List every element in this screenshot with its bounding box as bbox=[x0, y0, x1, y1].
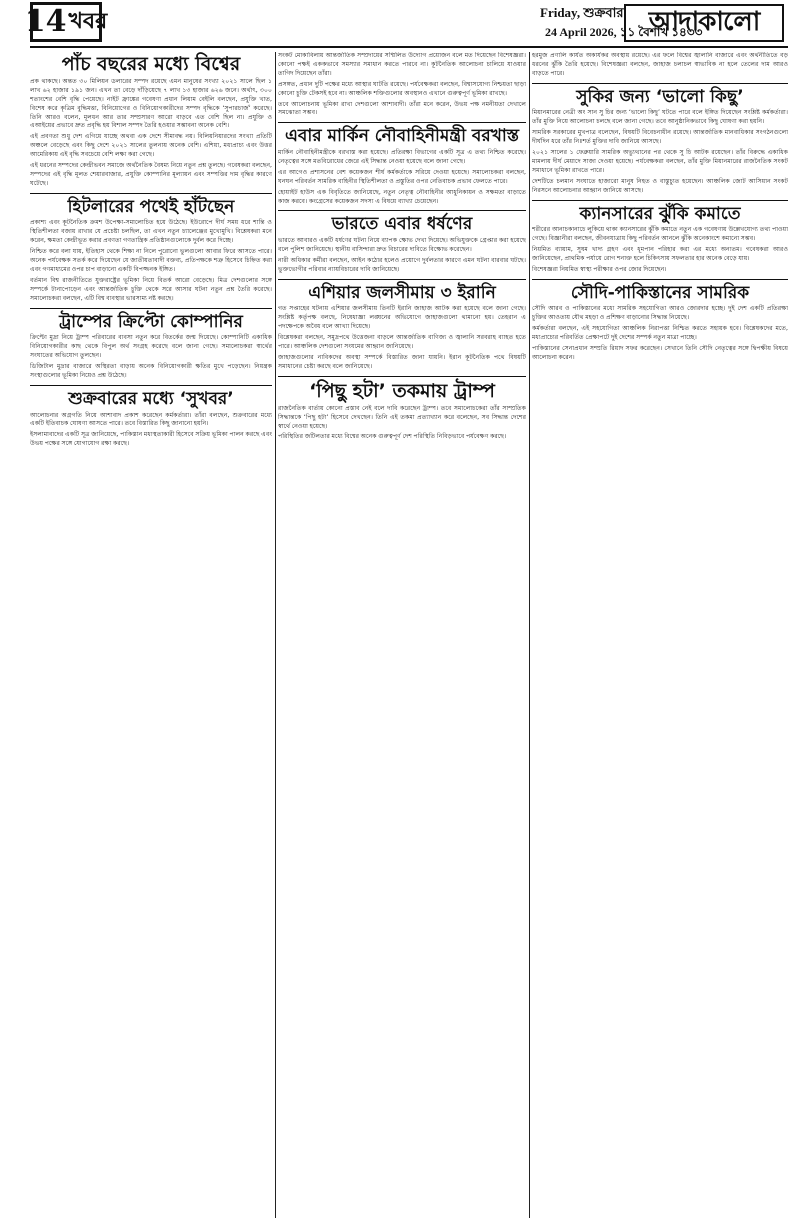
story-paragraph: হরমুজ প্রণালি কার্যত অকার্যকর অবস্থায় রয়েছে। এর ফলে বিশ্বের জ্বালানি বাজারে এবং অর্থনীতিতে বড় ধরনের ঝুঁকি তৈরি হয়েছে। বিশেষজ্ঞরা বলছেন, জাহাজ চলাচল স্বাভাবিক না হলে তেলের দাম আরও বাড়তে পারে। bbox=[532, 52, 788, 77]
story-paragraph: এর আগেও প্রশাসনের বেশ কয়েকজন শীর্ষ কর্মকর্তাকে সরিয়ে দেওয়া হয়েছে। সমালোচকরা বলছেন, ঘনঘন পরিবর্তন সামরিক বাহিনীর স্থিতিশীলতা ও প্রস্তুতির ওপর নেতিবাচক প্রভাব ফেলতে পারে। bbox=[278, 168, 526, 185]
story-paragraph: নারী অধিকার কর্মীরা বলছেন, আইন কঠোর হলেও প্রয়োগে দুর্বলতার কারণে এমন ঘটনা বারবার ঘটছে। ভুক্তভোগীর পরিবার ন্যায়বিচারের দাবি জানিয়েছে। bbox=[278, 256, 526, 273]
news-story bbox=[532, 200, 788, 275]
story-paragraph: ক্রিপ্টো মুদ্রা নিয়ে ট্রাম্প পরিবারের ব্যবসা নতুন করে বিতর্কের জন্ম দিয়েছে। কোম্পানিটি একাধিক বিনিয়োগকারীর কাছ থেকে বিপুল অর্থ সংগ্রহ করেছে বলে জানা গেছে। সমালোচকরা স্বার্থের সংঘাতের অভিযোগ তুলছেন। bbox=[30, 334, 272, 360]
story-paragraph: নিয়মিত ব্যায়াম, সুষম খাদ্য গ্রহণ এবং ধূমপান পরিহার করা এর মধ্যে অন্যতম। গবেষকরা আরও জানিয়েছেন, প্রাথমিক পর্যায়ে রোগ শনাক্ত হলে চিকিৎসায় সফলতার হার অনেক বেড়ে যায়। bbox=[532, 246, 788, 262]
story-paragraph: ২০২১ সালের ১ ফেব্রুয়ারি সামরিক অভ্যুত্থানের পর থেকে সু চি আটক রয়েছেন। তাঁর বিরুদ্ধে একাধিক মামলায় দীর্ঘ মেয়াদে সাজা দেওয়া হয়েছে। পর্যবেক্ষকরা বলছেন, তাঁর মুক্তি মিয়ানমারের রাজনৈতিক সংকট সমাধানে ভূমিকা রাখতে পারে। bbox=[532, 149, 788, 174]
story-paragraph: প্রক থাকছে। অন্তত ৩০ মিলিয়ন ডলারের সম্পদ রয়েছে এমন মানুষের সংখ্যা ২০২১ সালে ছিল ১ লাখ ৬২ হাজার ১৯১ জন। এখন তা বেড়ে দাঁড়িয়েছে ৭ লাখ ১৩ হাজার ৬২৬ জনে। অর্থাৎ, ৩০০ শতাংশের বেশি বৃদ্ধি পেয়েছে। নাইট ফ্রাঙ্কের গবেষণা প্রধান লিয়াম বেইলি বলছেন, প্রযুক্তি খাত, বিশেষ করে কৃত্রিম বুদ্ধিমত্তা, বিনিয়োগের ও বিনিয়োগকারীদের সম্পদ বৃদ্ধিকে ‘সুপারচার্জ’ করেছে। তিনি আরও বলেন, মূলধন আর তার সম্প্রসারণ আরো বাড়বে এত বেশি ছিল না। প্রযুক্তি ও এআইয়ের প্রভাবে দ্রুত প্রবৃদ্ধি হয় বিশাল সম্পদ তৈরি হওয়ার সম্ভাবনা অনেক বেশি। bbox=[30, 77, 272, 130]
story-paragraph: রাজনৈতিক বার্তায় কোনো প্রস্তাব নেই বলে দাবি করেছেন ট্রাম্প। তবে সমালোচকেরা তাঁর সাম্প্রতিক সিদ্ধান্তকে ‘পিছু হটা’ হিসেবে দেখছেন। তিনি এই তকমা প্রত্যাখ্যান করে বলেছেন, সব সিদ্ধান্ত দেশের স্বার্থে নেওয়া হয়েছে। bbox=[278, 404, 526, 430]
story-headline: এবার মার্কিন নৌবাহিনীমন্ত্রী বরখাস্ত bbox=[284, 126, 520, 147]
story-headline: এশিয়ার জলসীমায় ৩ ইরানি bbox=[308, 282, 496, 303]
news-story bbox=[278, 376, 526, 443]
story-headline: হিটলারের পথেই হাঁটছেন bbox=[67, 196, 235, 217]
masthead bbox=[24, 0, 788, 48]
column-left bbox=[30, 52, 272, 1218]
news-story bbox=[532, 52, 788, 79]
story-divider bbox=[278, 279, 526, 280]
news-story bbox=[30, 308, 272, 381]
page-number-box bbox=[24, 2, 108, 42]
story-paragraph: পরিস্থিতির জটিলতার মধ্যে বিশ্বের অনেক গুরুত্বপূর্ণ দেশ পরিস্থিতি নিবিড়ভাবে পর্যবেক্ষণ করছে। bbox=[278, 433, 507, 441]
story-paragraph: আলোচনার অগ্রগতি নিয়ে আশাবাদ প্রকাশ করেছেন কর্মকর্তারা। তাঁরা বলছেন, শুক্রবারের মধ্যে একটি ইতিবাচক ঘোষণা আসতে পারে। তবে বিস্তারিত কিছু জানানো হয়নি। bbox=[30, 411, 272, 428]
edition-day: Friday, শুক্রবার bbox=[540, 5, 624, 20]
story-headline: ক্যানসারের ঝুঁকি কমাতে bbox=[579, 203, 741, 224]
story-paragraph: জাহাজগুলোর নাবিকদের অবস্থা সম্পর্কে বিস্তারিত জানা যায়নি। ইরান কূটনৈতিক পথে বিষয়টি সমাধানের চেষ্টা করছে বলে জানিয়েছে। bbox=[278, 354, 526, 370]
news-story bbox=[278, 122, 526, 206]
story-paragraph: শরীরের আনাচকানাচে লুকিয়ে থাকা ক্যানসারের ঝুঁকি কমাতে নতুন এক গবেষণায় উল্লেখযোগ্য তথ্য পাওয়া গেছে। বিজ্ঞানীরা বলছেন, জীবনযাত্রায় কিছু পরিবর্তন আনলে ঝুঁকি অনেকাংশে কমানো সম্ভব। bbox=[532, 226, 788, 243]
story-paragraph: সামরিক সরকারের মুখপাত্র বলেছেন, বিষয়টি বিবেচনাধীন রয়েছে। আন্তর্জাতিক মানবাধিকার সংগঠনগুলো দীর্ঘদিন ধরে তাঁর নিঃশর্ত মুক্তির দাবি জানিয়ে আসছে। bbox=[532, 129, 788, 146]
section-name: খবর bbox=[68, 9, 108, 34]
story-paragraph: নিশ্চিত করে বলা যায়, ইতিহাস থেকে শিক্ষা না নিলে পুরোনো ভুলগুলো আবার ফিরে আসতে পারে। অনেক পর্যবেক্ষক সতর্ক করে দিয়েছেন যে জাতীয়তাবাদী বক্তব্য, প্রতিপক্ষকে শত্রু হিসেবে চিহ্নিত করা এবং গণমাধ্যমের ওপর চাপ বাড়ানো একটি বিপজ্জনক ইঙ্গিত। bbox=[30, 248, 272, 273]
news-story bbox=[278, 279, 526, 372]
newspaper-logo: আদাকালো bbox=[624, 4, 784, 42]
story-divider bbox=[278, 210, 526, 211]
news-story bbox=[30, 193, 272, 304]
story-paragraph: এই ধরনের সম্পদের কেন্দ্রীভবন সমাজে অর্থনৈতিক বৈষম্য নিয়ে নতুন প্রশ্ন তুলছে। গবেষকরা বলছেন, সম্পদের এই বৃদ্ধি মূলত শেয়ারবাজার, প্রযুক্তি কোম্পানির মূল্যায়ন এবং সম্পত্তির দাম বৃদ্ধির কারণে ঘটেছে। bbox=[30, 162, 272, 187]
story-divider bbox=[532, 200, 788, 201]
story-paragraph: মার্কিন নৌবাহিনীমন্ত্রীকে বরখাস্ত করা হয়েছে। প্রতিরক্ষা বিভাগের একটি সূত্র এ তথ্য নিশ্চিত করেছে। নেতৃত্বের সঙ্গে মতবিরোধের জেরে এই সিদ্ধান্ত নেওয়া হয়েছে বলে জানা গেছে। bbox=[278, 149, 526, 165]
story-paragraph: কর্মকর্তারা বলছেন, এই সহযোগিতা আঞ্চলিক নিরাপত্তা নিশ্চিত করতে সহায়ক হবে। বিশ্লেষকদের মতে, মধ্যপ্রাচ্যের পরিবর্তিত প্রেক্ষাপটে দুই দেশের সম্পর্ক নতুন মাত্রা পাচ্ছে। bbox=[532, 325, 788, 342]
story-headline: পাঁচ বছরের মধ্যে বিশ্বের bbox=[61, 53, 241, 75]
story-divider bbox=[30, 385, 272, 386]
story-paragraph: বিশ্লেষকরা বলছেন, সমুদ্রপথে উত্তেজনা বাড়লে আন্তর্জাতিক বাণিজ্য ও জ্বালানি সরবরাহ ব্যাহত হতে পারে। আঞ্চলিক দেশগুলো সংযমের আহ্বান জানিয়েছে। bbox=[278, 334, 526, 351]
column-rule bbox=[275, 52, 276, 1218]
story-paragraph: সৌদি আরব ও পাকিস্তানের মধ্যে সামরিক সহযোগিতা আরও জোরদার হচ্ছে। দুই দেশ একটি প্রতিরক্ষা চুক্তির আওতায় যৌথ মহড়া ও প্রশিক্ষণ বাড়ানোর সিদ্ধান্ত নিয়েছে। bbox=[532, 305, 788, 322]
story-paragraph: গত সপ্তাহের ঘটনায় এশিয়ার জলসীমায় তিনটি ইরানি জাহাজ আটক করা হয়েছে বলে জানা গেছে। সংশ্লিষ্ট কর্তৃপক্ষ বলছে, নিষেধাজ্ঞা লঙ্ঘনের অভিযোগে জাহাজগুলো থামানো হয়। তেহরান এ পদক্ষেপকে অবৈধ বলে আখ্যা দিয়েছে। bbox=[278, 305, 526, 331]
story-headline: সুকির জন্য ‘ভালো কিছু’ bbox=[576, 86, 744, 107]
story-headline: ভারতে এবার ধর্ষণের bbox=[331, 214, 473, 235]
story-paragraph: এই প্রবণতা শুধু দেশ এগিয়ে যাচ্ছে অথবা এক দেশে সীমাবদ্ধ নয়। বিলিয়নিয়ারদের সংখ্যা প্রতিটি অঞ্চলে বেড়েছে এবং কিছু দেশে ২০২১ সালের তুলনায় অনেক বেশি। এশিয়া, মধ্যপ্রাচ্য এবং উত্তর আমেরিকায় এই বৃদ্ধি সবচেয়ে বেশি লক্ষ্য করা গেছে। bbox=[30, 133, 272, 159]
story-paragraph: ভারতে আবারও একটি ধর্ষণের ঘটনা নিয়ে ব্যাপক ক্ষোভ দেখা দিয়েছে। অভিযুক্তকে গ্রেপ্তার করা হয়েছে বলে পুলিশ জানিয়েছে। স্থানীয় বাসিন্দারা দ্রুত বিচারের দাবিতে বিক্ষোভ করেছেন। bbox=[278, 237, 526, 254]
story-paragraph: ডিজিটাল মুদ্রার বাজারে অস্থিরতা বাড়ায় অনেক বিনিয়োগকারী ক্ষতির মুখে পড়েছেন। নিয়ন্ত্রক সংস্থাগুলোর ভূমিকা নিয়েও প্রশ্ন উঠেছে। bbox=[30, 363, 272, 379]
story-paragraph: মিয়ানমারের নেত্রী অং সান সু চির জন্য ‘ভালো কিছু’ ঘটতে পারে বলে ইঙ্গিত দিয়েছেন সংশ্লিষ্ট কর্মকর্তারা। তাঁর মুক্তি নিয়ে আলোচনা চলছে বলে জানা গেছে। তবে আনুষ্ঠানিকভাবে কিছু ঘোষণা করা হয়নি। bbox=[532, 109, 788, 126]
page-number: 14 bbox=[24, 4, 67, 39]
edition-date: 24 April 2026, ১১ বৈশাখ ১৪৩৩ bbox=[545, 25, 703, 39]
story-paragraph: প্রকাশ্য এবং কূটনৈতিক ক্রমশ উপেক্ষা-সমালোচিত হয়ে উঠেছে। ইউরোপে দীর্ঘ সময় ধরে শান্তি ও স্থিতিশীলতা বজায় রাখার যে প্রচেষ্টা চলছিল, তা এখন নতুন চ্যালেঞ্জের মুখোমুখি। বিশ্লেষকরা মনে করেন, ক্ষমতা কেন্দ্রীভূত করার প্রবণতা গণতান্ত্রিক প্রতিষ্ঠানগুলোকে দুর্বল করে দিচ্ছে। bbox=[30, 219, 272, 245]
story-paragraph: হোয়াইট হাউস এক বিবৃতিতে জানিয়েছে, নতুন নেতৃত্ব নৌবাহিনীর আধুনিকায়ন ও সক্ষমতা বাড়াতে কাজ করবে। কংগ্রেসের কয়েকজন সদস্য এ বিষয়ে ব্যাখ্যা চেয়েছেন। bbox=[278, 188, 526, 205]
story-divider bbox=[30, 193, 272, 194]
news-story bbox=[532, 279, 788, 363]
story-paragraph: দেশটিতে চলমান সংঘাতে হাজারো মানুষ নিহত ও বাস্তুচ্যুত হয়েছেন। আঞ্চলিক জোট আসিয়ান সংকট নিরসনে আলোচনার আহ্বান জানিয়ে আসছে। bbox=[532, 177, 788, 194]
story-headline: শুক্রবারের মধ্যে ‘সুখবর’ bbox=[68, 388, 234, 409]
story-headline: ‘পিছু হটা’ তকমায় ট্রাম্প bbox=[309, 379, 495, 402]
story-paragraph: বর্তমান বিশ্ব রাজনীতিতে যুক্তরাষ্ট্রের ভূমিকা নিয়ে বিতর্ক আরো বেড়েছে। মিত্র দেশগুলোর সঙ্গে সম্পর্কে টানাপোড়েন এবং আন্তর্জাতিক চুক্তি থেকে সরে আসার ঘটনা নতুন প্রশ্ন তৈরি করেছে। সমালোচকরা বলছেন, এটি বিশ্ব ব্যবস্থার ভারসাম্য নষ্ট করছে। bbox=[30, 276, 272, 302]
news-story bbox=[30, 54, 272, 189]
story-paragraph: প্রসঙ্গত, প্রধান দুটি পক্ষের মধ্যে আস্থার ঘাটতি রয়েছে। পর্যবেক্ষকরা বলছেন, বিশ্বাসযোগ্য নিশ্চয়তা ছাড়া কোনো চুক্তি টেকসই হবে না। আঞ্চলিক শক্তিগুলোর অবস্থানও এখানে গুরুত্বপূর্ণ ভূমিকা রাখছে। bbox=[278, 80, 526, 97]
news-story bbox=[278, 210, 526, 274]
story-headline: ট্রাম্পের ক্রিপ্টো কোম্পানির bbox=[59, 311, 243, 332]
news-story bbox=[30, 385, 272, 449]
column-rule bbox=[529, 52, 530, 1218]
story-divider bbox=[532, 83, 788, 84]
news-story bbox=[278, 52, 526, 118]
story-divider bbox=[532, 279, 788, 280]
news-story bbox=[532, 83, 788, 196]
column-right bbox=[532, 52, 788, 1218]
story-paragraph: তবে আলোচনায় ভূমিকা রাখা দেশগুলো আশাবাদী। তাঁরা মনে করেন, উভয় পক্ষ নমনীয়তা দেখালে সমঝোতা সম্ভব। bbox=[278, 100, 526, 117]
story-divider bbox=[30, 308, 272, 309]
story-paragraph: পাকিস্তানের সেনাপ্রধান সম্প্রতি রিয়াদ সফর করেছেন। সেখানে তিনি সৌদি নেতৃত্বের সঙ্গে দ্বিপক্ষীয় বিষয়ে আলোচনা করেন। bbox=[532, 345, 788, 361]
story-paragraph: বিশেষজ্ঞরা নিয়মিত স্বাস্থ্য পরীক্ষার ওপর জোর দিয়েছেন। bbox=[532, 265, 667, 273]
story-paragraph: সংকট মোকাবিলায় আন্তর্জাতিক সম্প্রদায়ের সম্মিলিত উদ্যোগ প্রয়োজন বলে মত দিয়েছেন বিশেষজ্ঞরা। কোনো পক্ষই এককভাবে সমস্যার সমাধান করতে পারবে না। কূটনৈতিক আলোচনা চালিয়ে যাওয়ার তাগিদ দিয়েছেন তাঁরা। bbox=[278, 52, 526, 77]
column-middle bbox=[278, 52, 526, 1218]
story-headline: সৌদি-পাকিস্তানের সামরিক bbox=[570, 282, 750, 303]
story-paragraph: ইসলামাবাদের একটি সূত্র জানিয়েছে, পাকিস্তান মধ্যস্থতাকারী হিসেবে সক্রিয় ভূমিকা পালন করছে এবং উভয় পক্ষের সঙ্গে যোগাযোগ রক্ষা করছে। bbox=[30, 431, 272, 448]
story-divider bbox=[278, 376, 526, 377]
story-divider bbox=[278, 122, 526, 123]
